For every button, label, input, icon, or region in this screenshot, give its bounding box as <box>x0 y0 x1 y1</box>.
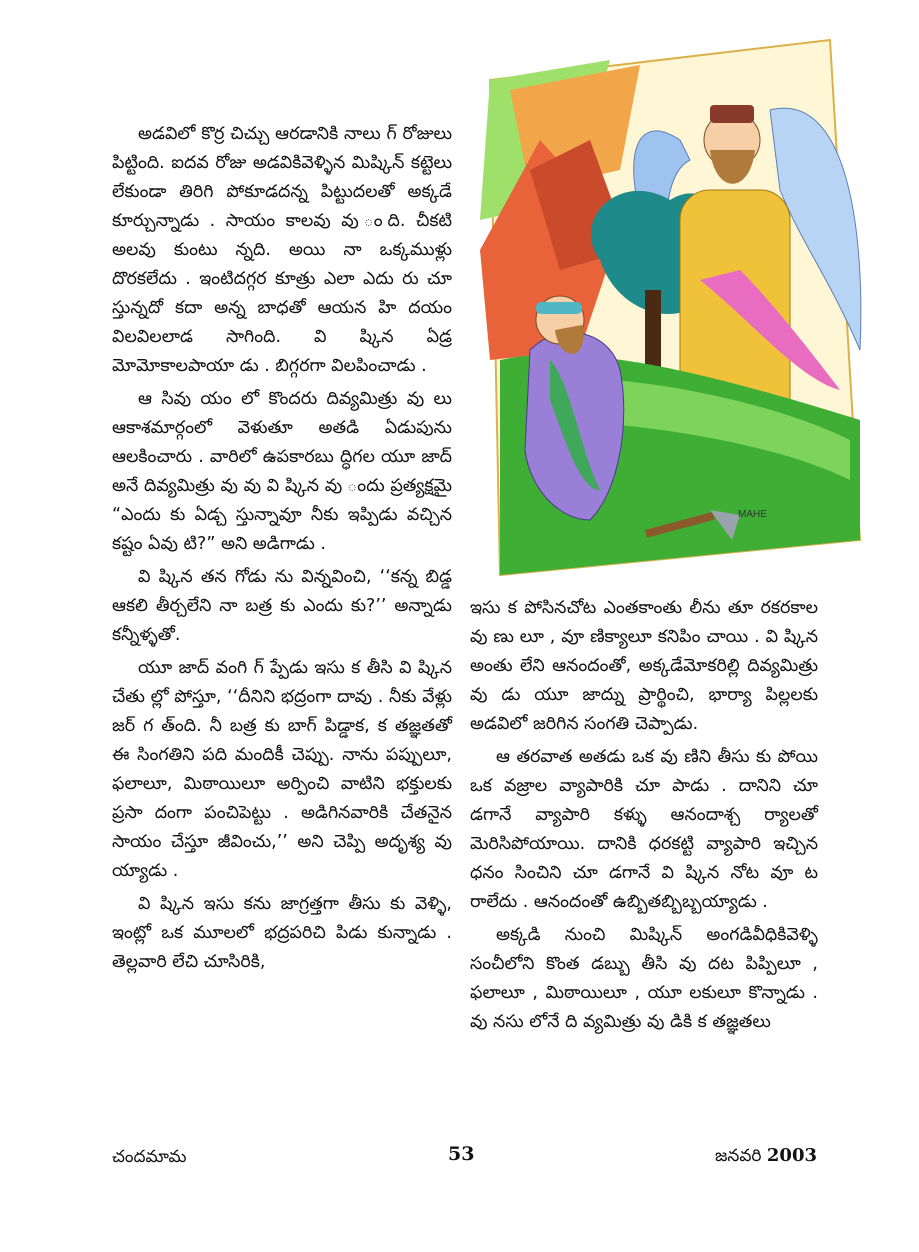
paragraph: అక్కడి నుంచి మిష్కిన్ అంగడివీధికివెళ్ళి సంచీలోని కొంత డబ్బు తీసి వు దట పిప్పిలూ , ఫలాలూ , మిఠాయిలూ , యూ లకులూ కొన్నాడు . వు నసు లోనే ది వ్యమిత్రు వు డికి క తజ్ఞతలు <box>470 925 818 1032</box>
man-turban <box>536 302 582 314</box>
paragraph: ఆ సివు యం లో కొందరు దివ్యమిత్రు వు లు ఆకాశమార్గంలో వెళుతూ అతడి ఏడుపును ఆలకించారు . వారిలో ఉపకారబు ద్ధిగల యూ జాద్ అనే దివ్యమిత్రు వు వు వి ష్కిన వు ందు ప్రత్యక్షమై “ఎందు కు ఏడ్చ స్తున్నావూ నీకు ఇప్పిడు వచ్చిన కష్టం ఏవు టి?” అని అడిగాడు . <box>112 389 452 554</box>
paragraph: వి ష్కిన తన గోడు ను విన్నవించి, ‘‘కన్న బిడ్డ ఆకలి తీర్చలేని నా బత్ర కు ఎందు కు?’’ అన్నాడు కన్నీళ్ళతో. <box>112 567 452 645</box>
issue-date <box>715 1145 817 1170</box>
paragraph: అడవిలో కొర్ర చిచ్చు ఆరడానికి నాలు గ్ రోజులు పిట్టింది. ఐదవ రోజు అడవికివెళ్ళిన మిష్కిన్ కట్టెలు లేకుండా తిరిగి పోకూడదన్న పిట్టుదలతో అక్కడే కూర్చున్నాడు . సాయం కాలవు వు ంది. చీకటి అలవు కుంటు న్నది. అయి నా ఒక్కముళ్లు దొరకలేదు . ఇంటిదగ్గర కూత్రు ఎలా ఎదు రు చూ స్తున్నదో కదా అన్న బాధతో ఆయన హి దయం విలవిలలాడ సాగింది. వి ష్కిన ఏడ్ర మోమోకాలపాయా డు . బిగ్గరగా విలపించాడు . <box>112 124 452 376</box>
paragraph: వి ష్కిన ఇసు కను జాగ్రత్తగా తీసు కు వెళ్ళి, ఇంట్లో ఒక మూలలో భద్రపరిచి పిడు కున్నాడు . తెల్లవారి లేచి చూసిరికి, <box>112 894 452 972</box>
paragraph: ఆ తరవాత అతడు ఒక వు ణిని తీసు కు పోయి ఒక వజ్రాల వ్యాపారికి చూ పాడు . దానిని చూ డగానే వ్యాపారి కళ్ళు ఆనందాశ్చ ర్యాలతో మెరిసిపోయాయి. దానికి ధరకట్టి వ్యాపారి ఇచ్చిన ధనం సించిని చూ డగానే వి ష్కిన నోట వూ ట రాలేదు . ఆనందంతో ఉబ్బితబ్బిబ్బయ్యాడు . <box>470 747 818 912</box>
page-footer <box>112 1143 817 1173</box>
issue-month: జనవరి <box>714 1146 762 1166</box>
artist-signature: MAHE <box>738 509 767 520</box>
issue-year: 2003 <box>766 1145 817 1166</box>
left-text-column <box>112 120 452 977</box>
right-text-column <box>470 594 818 1037</box>
page-number: 53 <box>448 1143 475 1165</box>
paragraph: యూ జాద్ వంగి గ్ ప్పేడు ఇసు క తీసి వి ష్కిన చేతు ల్లో పోస్తూ, ‘‘దీనిని భద్రంగా దావు . నీకు వేళ్లు జర్ గ త్ంది. నీ బత్ర కు బాగ్ పిడ్డాక, క తజ్ఞతతో ఈ సింగతిని పది మందికీ చెప్పు. నాను పప్పులూ, ఫలాలూ, మిఠాయిలూ అర్పించి వాటిని భక్తులకు ప్రసా దంగా పంచిపెట్టు . అడిగినవారికి చేతనైన సాయం చేస్తూ జీవించు,’’ అని చెప్పి అదృశ్య వు య్యాడు . <box>112 658 452 881</box>
story-illustration <box>470 20 870 590</box>
angel-crown <box>710 105 754 123</box>
magazine-name: చందమామ <box>112 1147 187 1167</box>
paragraph: ఇసు క పోసినచోట ఎంతకాంతు లీను తూ రకరకాల వు ణు లూ , వూ ణిక్యాలూ కనిపిం చాయి . వి ష్కిన అంతు లేని ఆనందంతో, అక్కడేమోకరిల్లి దివ్యమిత్రు వు డు యూ జాద్ను ప్రార్థించి, భార్యా పిల్లలకు అడవిలో జరిగిన సంగతి చెప్పాడు. <box>470 598 818 734</box>
